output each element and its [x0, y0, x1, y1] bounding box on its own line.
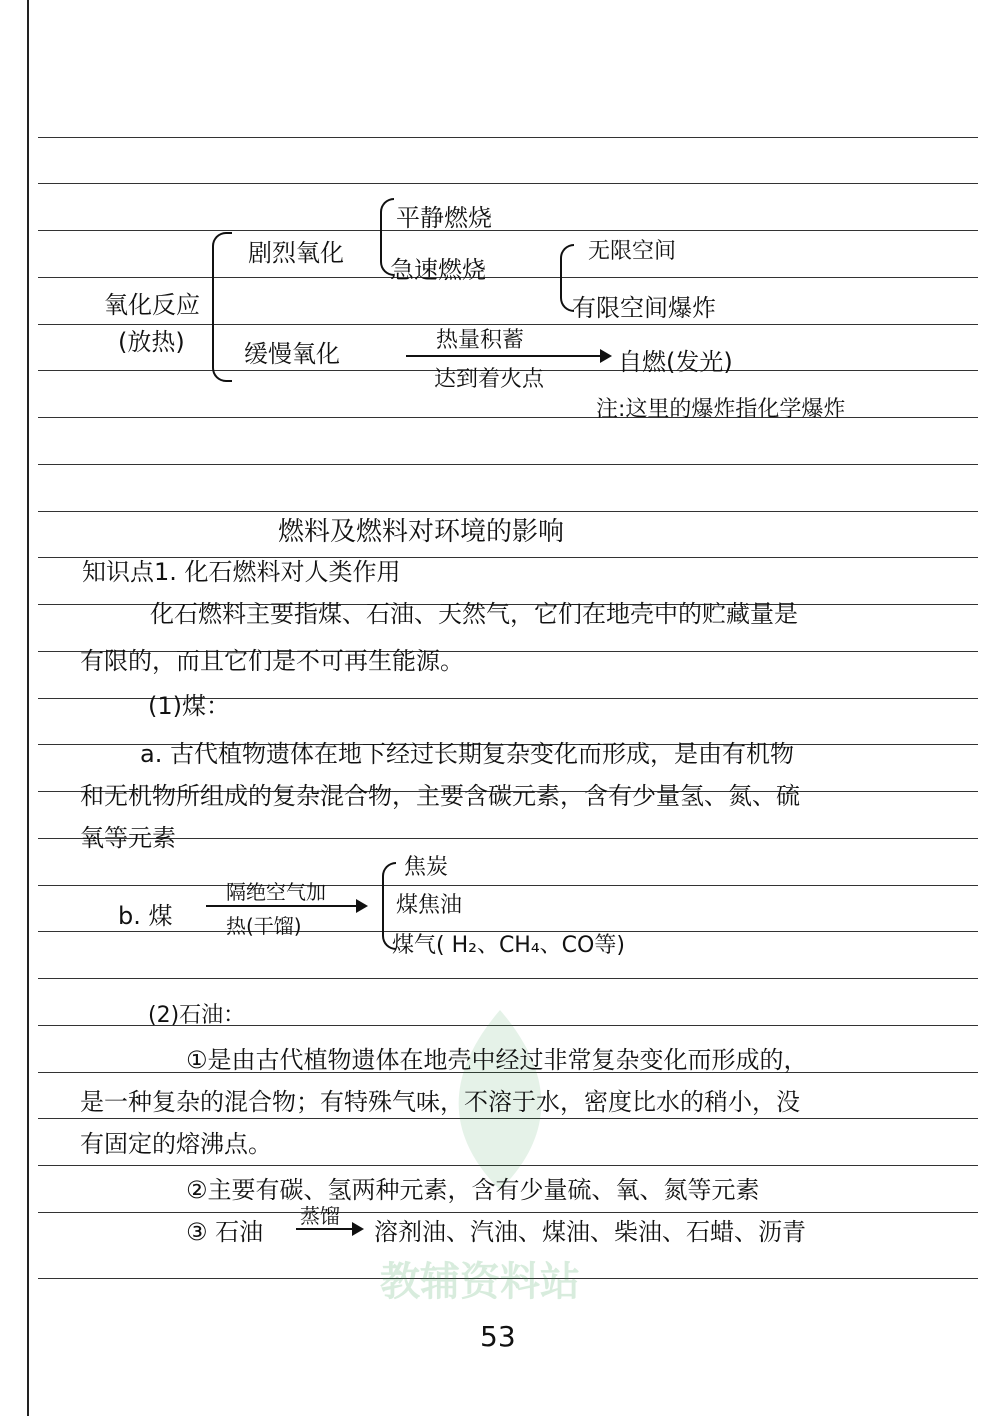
ruled-line [38, 230, 978, 231]
coal-a-line-1: a. 古代植物遗体在地下经过长期复杂变化而形成，是由有机物 [140, 740, 794, 768]
limited-space-explosion: 有限空间爆炸 [572, 294, 716, 322]
ruled-line [38, 183, 978, 184]
steady-burning: 平静燃烧 [396, 204, 492, 232]
coal-product-tar: 煤焦油 [396, 893, 463, 918]
watermark-logo: 教辅资料站 [380, 1259, 580, 1305]
ruled-line [38, 838, 978, 839]
coal-b-arrow-bottom: 热(干馏) [226, 914, 302, 938]
coal-b-arrow-top: 隔绝空气加 [226, 880, 326, 904]
ruled-line [38, 978, 978, 979]
intro-line-1: 化石燃料主要指煤、石油、天然气，它们在地壳中的贮藏量是 [150, 600, 798, 628]
arrow [406, 355, 610, 357]
ruled-line [38, 464, 978, 465]
intro-line-2: 有限的，而且它们是不可再生能源。 [80, 647, 464, 675]
oil-p1-line-3: 有固定的熔沸点。 [80, 1130, 272, 1158]
oxidation-root-note: (放热) [118, 328, 185, 356]
coal-heading: (1)煤： [148, 692, 230, 720]
explosion-note: 注:这里的爆炸指化学爆炸 [596, 397, 846, 422]
spontaneous-combustion: 自燃(发光) [618, 348, 733, 376]
ruled-line [38, 137, 978, 138]
arrow [206, 905, 366, 907]
margin-line [27, 0, 29, 1416]
brace [212, 232, 232, 382]
unlimited-space: 无限空间 [588, 239, 677, 264]
oil-p3-label: ③ 石油 [186, 1218, 264, 1246]
coal-a-line-3: 氧等元素 [80, 824, 176, 852]
oxidation-root: 氧化反应 [104, 291, 200, 319]
coal-b-label: b. 煤 [118, 902, 173, 930]
oil-p2: ②主要有碳、氢两种元素，含有少量硫、氧、氮等元素 [186, 1176, 760, 1204]
coal-a-line-2: 和无机物所组成的复杂混合物，主要含碳元素，含有少量氢、氮、硫 [80, 782, 800, 810]
oil-heading: (2)石油： [148, 1003, 246, 1028]
coal-product-coke: 焦炭 [404, 855, 449, 880]
rapid-burning: 急速燃烧 [390, 256, 486, 284]
arrow-label-top: 热量积蓄 [436, 328, 525, 353]
page-number: 53 [480, 1320, 516, 1353]
ruled-line [38, 277, 978, 278]
oil-p1-line-2: 是一种复杂的混合物；有特殊气味，不溶于水，密度比水的稍小，没 [80, 1088, 800, 1116]
arrow-label-bottom: 达到着火点 [434, 367, 545, 392]
coal-product-gas: 煤气( H₂、CH₄、CO等) [392, 933, 625, 958]
oil-p3-arrow-label: 蒸馏 [300, 1204, 340, 1228]
knowledge-point-1: 知识点1. 化石燃料对人类作用 [82, 558, 401, 586]
violent-oxidation: 剧烈氧化 [248, 239, 344, 267]
section-title: 燃料及燃料对环境的影响 [278, 517, 565, 547]
ruled-line [38, 885, 978, 886]
oil-p1-line-1: ①是由古代植物遗体在地壳中经过非常复杂变化而形成的， [186, 1046, 808, 1074]
slow-oxidation: 缓慢氧化 [244, 340, 340, 368]
oil-p3-products: 溶剂油、汽油、煤油、柴油、石蜡、沥青 [374, 1218, 806, 1246]
arrow [296, 1228, 362, 1230]
